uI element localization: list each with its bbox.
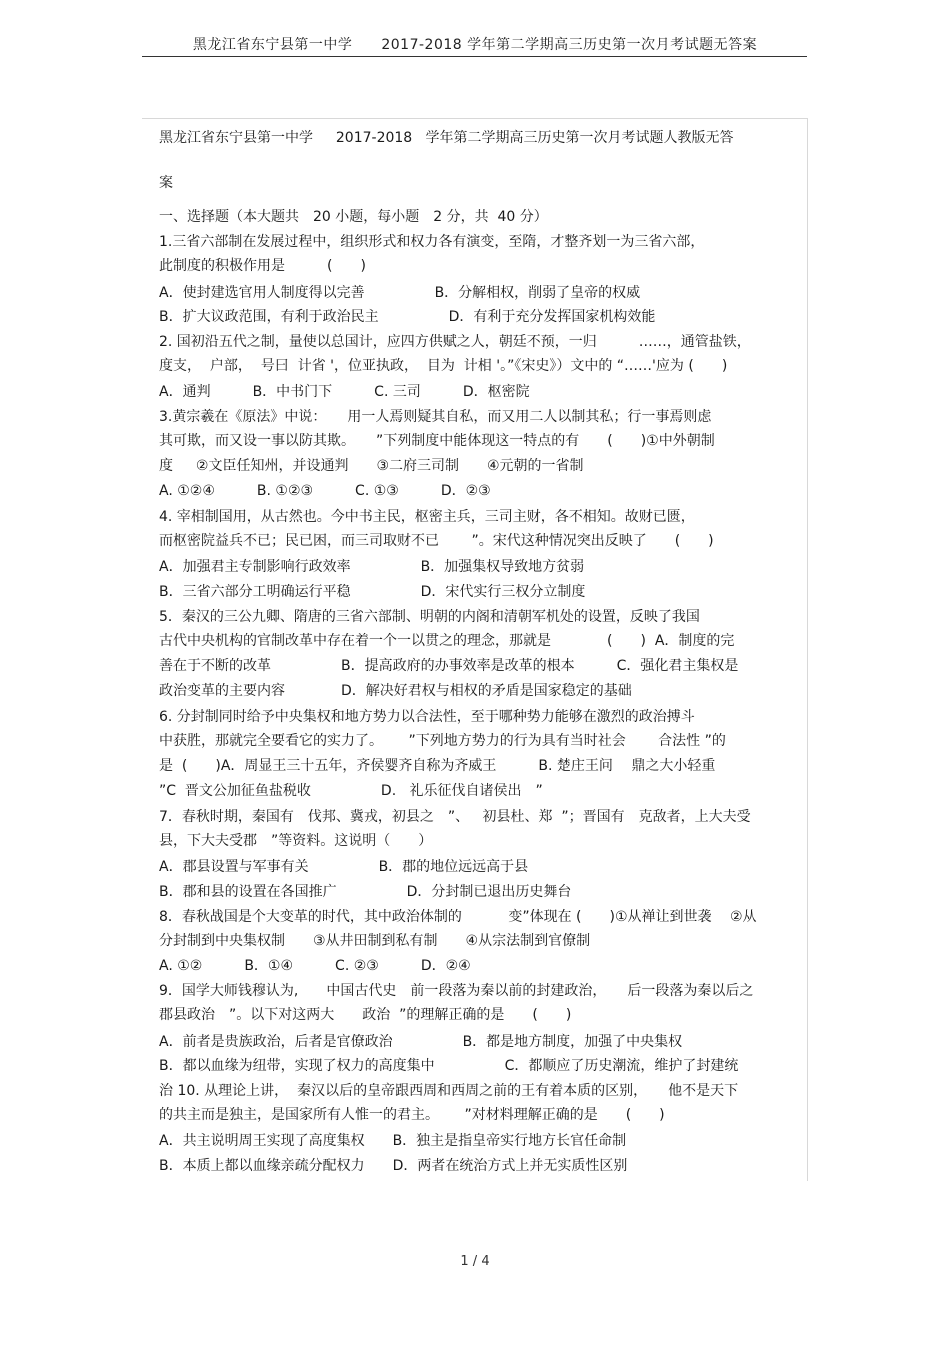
question-6-stem: 中获胜，那就完全要看它的实力了。 ”下列地方势力的行为具有当时社会 合法性 ”的 bbox=[159, 733, 726, 749]
question-8-stem: 分封制到中央集权制 ③从井田制到私有制 ④从宗法制到官僚制 bbox=[159, 933, 591, 949]
question-2-stem: 度支， 户部， 号曰 计省 '，位亚执政， 目为 计相 '。”《宋史》）文中的 “……'应为 ( ) bbox=[159, 358, 728, 374]
question-5-options: 善在于不断的改革 B．提高政府的办事效率是改革的根本 C．强化君主集权是 bbox=[159, 658, 739, 674]
question-4-options: B．三省六部分工明确运行平稳 D．宋代实行三权分立制度 bbox=[159, 584, 586, 600]
question-10-options: B．本质上都以血缘亲疏分配权力 D．两者在统治方式上并无实质性区别 bbox=[159, 1158, 628, 1174]
question-4-stem: 4. 宰相制国用，从古然也。今中书主民，枢密主兵，三司主财，各不相知。故财已匮， bbox=[159, 509, 695, 525]
question-5-stem: 古代中央机构的官制改革中存在着一个一以贯之的理念，那就是 ( ) A．制度的完 bbox=[159, 633, 735, 649]
question-6-options: 是 ( )A．周显王三十五年，齐侯婴齐自称为齐威王 B. 楚庄王问 鼎之大小轻重 bbox=[159, 758, 716, 774]
question-2-stem: 2. 国初沿五代之制，量使以总国计，应四方供赋之人，朝廷不预，一归 ……，通管盐铁， bbox=[159, 334, 751, 350]
question-10-stem: 治 10. 从理论上讲， 秦汉以后的皇帝跟西周和西周之前的王有着本质的区别， 他不是天下 bbox=[159, 1083, 739, 1099]
question-6-options: ”C 晋文公加征鱼盐税收 D. 礼乐征伐自诸侯出 ” bbox=[159, 783, 543, 799]
page-header: 黑龙江省东宁县第一中学 2017-2018 学年第二学期高三历史第一次月考试题无答案 bbox=[192, 37, 758, 53]
question-2-options: A．通判 B．中书门下 C. 三司 D．枢密院 bbox=[159, 384, 530, 400]
question-9-stem: 9．国学大师钱穆认为, 中国古代史 前一段落为秦以前的封建政治， 后一段落为秦以后之 bbox=[159, 983, 754, 999]
question-8-options: A. ①② B．①④ C. ②③ D．②④ bbox=[159, 958, 471, 974]
question-9-stem: 郡县政治 ”。以下对这两大 政治 ”的理解正确的是 ( ) bbox=[159, 1007, 572, 1023]
question-5-stem: 5．秦汉的三公九卿、隋唐的三省六部制、明朝的内阁和清朝军机处的设置，反映了我国 bbox=[159, 609, 700, 625]
question-1-options: A．使封建选官用人制度得以完善 B．分解相权，削弱了皇帝的权威 bbox=[159, 285, 641, 301]
question-4-options: A．加强君主专制影响行政效率 B．加强集权导致地方贫弱 bbox=[159, 559, 585, 575]
question-3-stem: 其可欺，而又设一事以防其欺。 ”下列制度中能体现这一特点的有 ( )①中外朝制 bbox=[159, 433, 715, 449]
question-1-stem: 此制度的积极作用是 ( ) bbox=[159, 258, 366, 274]
question-3-stem: 度 ②文臣任知州，并设通判 ③二府三司制 ④元朝的一省制 bbox=[159, 458, 584, 474]
question-9-options: A．前者是贵族政治，后者是官僚政治 B．都是地方制度，加强了中央集权 bbox=[159, 1034, 683, 1050]
question-4-stem: 而枢密院益兵不已；民已困，而三司取财不已 ”。宋代这种情况突出反映了 ( ) bbox=[159, 533, 714, 549]
question-7-options: B．郡和县的设置在各国推广 D．分封制已退出历史舞台 bbox=[159, 884, 572, 900]
doc-title-line-2: 案 bbox=[159, 175, 173, 191]
question-6-stem: 6. 分封制同时给予中央集权和地方势力以合法性，至于哪种势力能够在激烈的政治搏斗 bbox=[159, 709, 695, 725]
page-number: 1 / 4 bbox=[460, 1254, 490, 1269]
question-10-options: A．共主说明周王实现了高度集权 B．独主是指皇帝实行地方长官任命制 bbox=[159, 1133, 627, 1149]
question-7-stem: 县，下大夫受郡 ”等资料。这说明（ ） bbox=[159, 833, 433, 849]
question-1-stem: 1.三省六部制在发展过程中，组织形式和权力各有演变，至隋，才整齐划一为三省六部， bbox=[159, 234, 705, 250]
question-9-options: B．都以血缘为纽带，实现了权力的高度集中 C．都顺应了历史潮流，维护了封建统 bbox=[159, 1058, 739, 1074]
question-10-stem: 的共主而是独主，是国家所有人惟一的君主。 ”对材料理解正确的是 ( ) bbox=[159, 1107, 665, 1123]
question-8-stem: 8．春秋战国是个大变革的时代，其中政治体制的 变”体现在 ( )①从禅让到世袭 ②从 bbox=[159, 909, 757, 925]
section-heading: 一、选择题（本大题共 20 小题，每小题 2 分，共 40 分） bbox=[159, 209, 548, 225]
question-5-options: 政治变革的主要内容 D．解决好君权与相权的矛盾是国家稳定的基础 bbox=[159, 683, 632, 699]
question-7-options: A．郡县设置与军事有关 B．郡的地位远远高于县 bbox=[159, 859, 529, 875]
question-3-options: A. ①②④ B. ①②③ C. ①③ D．②③ bbox=[159, 483, 491, 499]
doc-title-line-1: 黑龙江省东宁县第一中学 2017-2018 学年第二学期高三历史第一次月考试题人教版无答 bbox=[159, 130, 734, 146]
question-1-options: B．扩大议政范围，有利于政治民主 D．有利于充分发挥国家机构效能 bbox=[159, 309, 656, 325]
question-3-stem: 3.黄宗羲在《原法》中说： 用一人焉则疑其自私，而又用二人以制其私；行一事焉则虑 bbox=[159, 409, 712, 425]
header-divider bbox=[142, 56, 807, 57]
question-7-stem: 7．春秋时期，秦国有 伐邦、冀戎，初县之 ”、 初县杜、郑 ”；晋国有 克敌者，上大夫受 bbox=[159, 809, 751, 825]
